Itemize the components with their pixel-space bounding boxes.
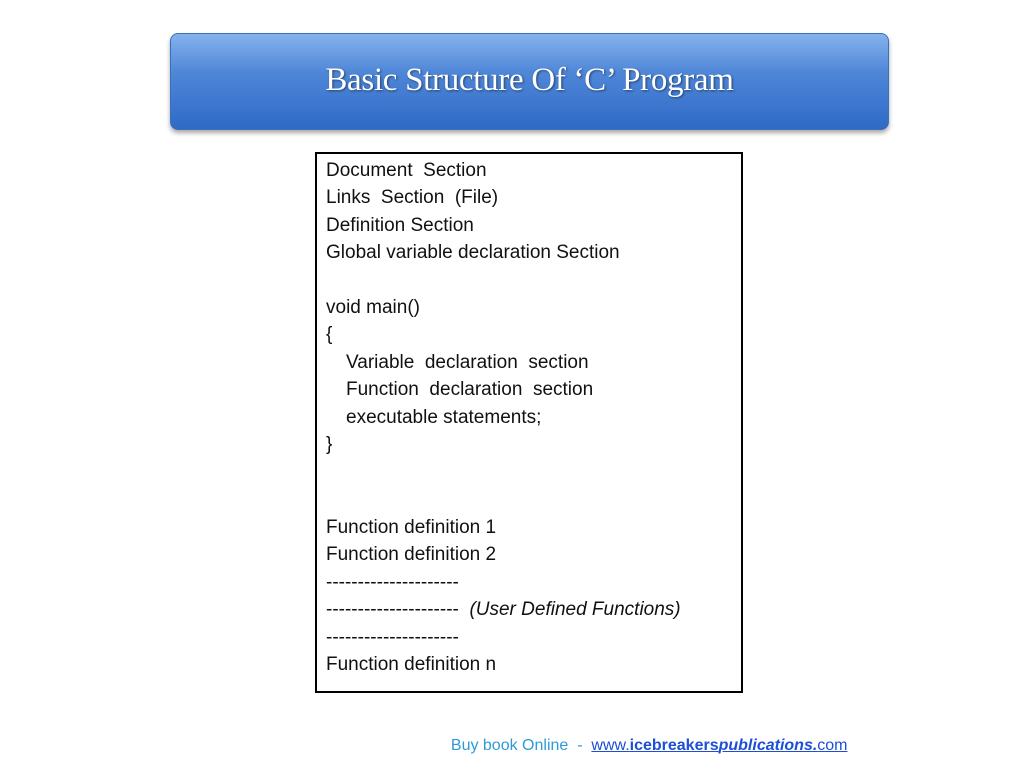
code-line-dashes-2 <box>326 599 681 621</box>
code-line-document-section: Document Section <box>326 160 487 181</box>
code-line-function-definition-1: Function definition 1 <box>326 517 497 538</box>
footer-link-bold: icebreakers <box>629 737 719 754</box>
dashes-text: --------------------- <box>326 599 459 620</box>
title-banner <box>170 33 889 130</box>
code-line-open-brace: { <box>326 324 333 345</box>
footer-prefix: Buy book Online - <box>450 737 592 754</box>
footer-link-www: www. <box>591 737 630 754</box>
code-line-function-definition-n: Function definition n <box>326 654 497 675</box>
footer <box>442 719 848 755</box>
code-line-function-definition-2: Function definition 2 <box>326 544 497 565</box>
code-line-function-declaration: Function declaration section <box>346 379 594 400</box>
code-line-links-section: Links Section (File) <box>326 187 499 208</box>
code-box <box>315 152 743 693</box>
code-line-close-brace: } <box>326 434 333 455</box>
code-line-variable-declaration: Variable declaration section <box>346 352 589 373</box>
code-line-void-main: void main() <box>326 297 420 318</box>
footer-link-bold-italic: publications. <box>718 737 818 754</box>
code-line-dashes-1: --------------------- <box>326 572 459 593</box>
user-defined-functions-note: (User Defined Functions) <box>469 599 681 620</box>
code-line-dashes-3: --------------------- <box>326 627 459 648</box>
page-title: Basic Structure Of ‘C’ Program <box>325 62 734 98</box>
code-line-definition-section: Definition Section <box>326 215 474 236</box>
footer-link[interactable] <box>591 737 847 754</box>
code-line-executable-statements: executable statements; <box>346 407 542 428</box>
footer-link-tail: com <box>817 737 848 754</box>
code-line-global-declaration: Global variable declaration Section <box>326 242 620 263</box>
